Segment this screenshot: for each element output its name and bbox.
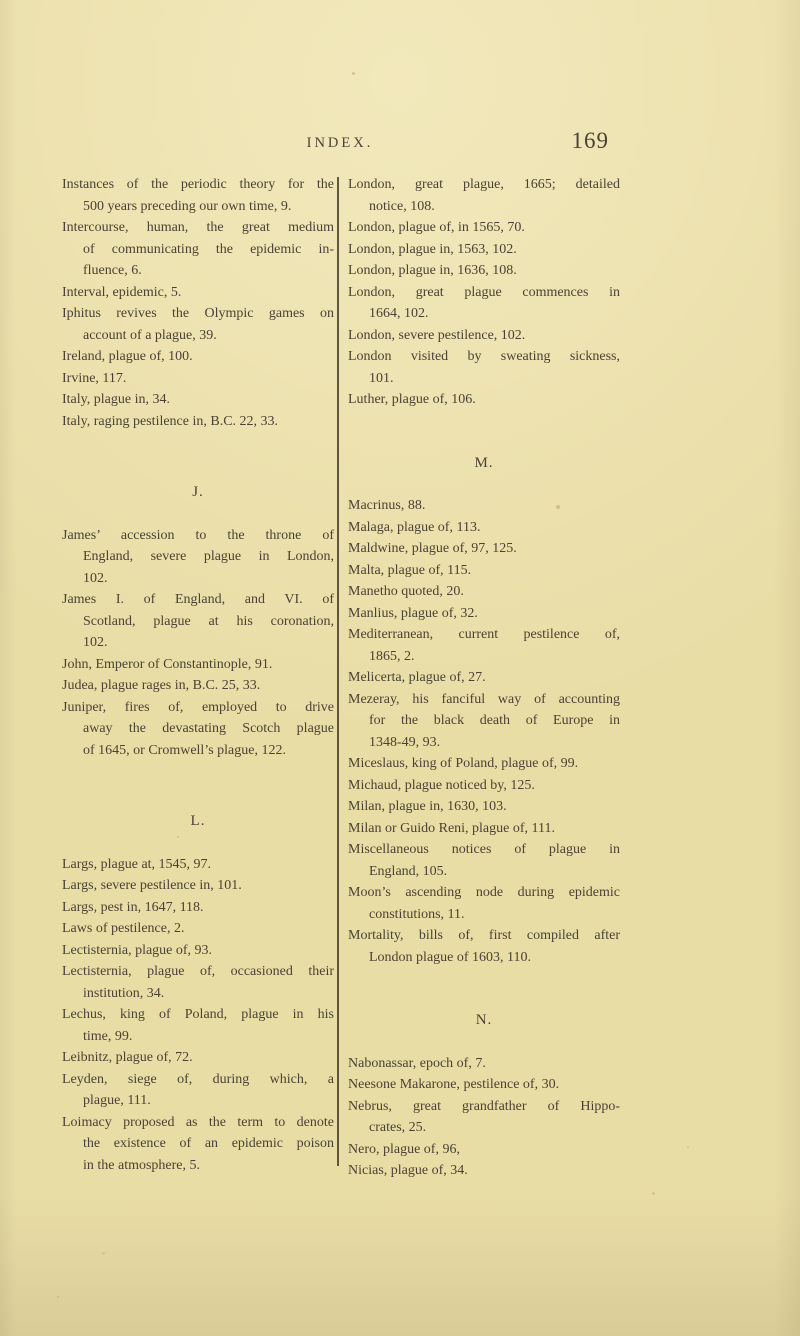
index-entry <box>348 325 620 347</box>
index-entry <box>348 282 620 325</box>
column-divider-rule <box>337 177 339 1166</box>
index-entry-line: 1348-49, 93. <box>369 734 441 750</box>
index-entry-line: Leibnitz, plague of, 72. <box>62 1050 193 1065</box>
index-section <box>348 453 620 969</box>
index-entry-line: constitutions, 11. <box>369 906 465 922</box>
index-entry-line: London, severe pestilence, 102. <box>348 327 526 343</box>
index-entry-line: 102. <box>83 635 108 650</box>
index-entry <box>62 697 334 762</box>
index-entry-line: John, Emperor of Constantinople, 91. <box>62 656 273 672</box>
index-entry-line: England, severe plague in London, <box>83 549 334 564</box>
index-entry <box>348 624 620 667</box>
index-entry-line: Milan, plague in, 1630, 103. <box>348 799 507 814</box>
running-header <box>63 128 617 157</box>
index-entry-line: London, plague in, 1563, 102. <box>348 241 517 257</box>
index-entry <box>348 603 620 625</box>
index-entry-line: London, great plague, 1665; detailed <box>348 177 620 192</box>
index-entry-line: England, 105. <box>369 863 448 879</box>
index-entry-line: institution, 34. <box>83 985 165 1001</box>
index-entry-line: 102. <box>83 570 108 586</box>
index-entry-line: Nicias, plague of, 34. <box>348 1163 468 1178</box>
index-entry-line: London, great plague commences in <box>348 284 620 300</box>
index-entry <box>348 581 620 603</box>
index-entry <box>348 796 620 818</box>
index-entry-line: Neesone Makarone, pestilence of, 30. <box>348 1077 560 1092</box>
index-entry <box>348 389 620 411</box>
index-entry <box>62 875 334 897</box>
index-entry-line: Leyden, siege of, during which, a <box>62 1071 334 1087</box>
index-entry-line: 1664, 102. <box>369 306 429 321</box>
index-entry-line: 1865, 2. <box>369 648 415 664</box>
index-entry <box>62 918 334 940</box>
page-title: INDEX. <box>306 135 374 151</box>
index-entry-line: Judea, plague rages in, B.C. 25, 33. <box>62 678 261 693</box>
index-entry-line: Laws of pestilence, 2. <box>62 921 185 936</box>
index-entry-line: away the devastating Scotch plague <box>83 721 334 736</box>
index-entry-line: Italy, plague in, 34. <box>62 392 170 407</box>
index-entry-line: Miscellaneous notices of plague in <box>348 842 620 857</box>
index-entry <box>348 560 620 582</box>
index-entry-line: Lectisternia, plague of, occasioned their <box>62 964 334 979</box>
index-entry-line: James I. of England, and VI. of <box>62 592 334 607</box>
index-entry-line: Instances of the periodic theory for the <box>62 177 334 192</box>
index-entry <box>62 1112 334 1177</box>
index-entry-line: plague, 111. <box>83 1093 151 1108</box>
index-entry-line: the existence of an epidemic poison <box>83 1136 334 1151</box>
page-number: 169 <box>571 128 609 153</box>
index-entry-line: Miceslaus, king of Poland, plague of, 99. <box>348 756 579 771</box>
index-entry-line: Milan or Guido Reni, plague of, 111. <box>348 820 555 836</box>
index-entry <box>348 1074 620 1096</box>
index-entry-line: time, 99. <box>83 1028 133 1044</box>
index-entry-line: crates, 25. <box>369 1120 427 1135</box>
index-entry <box>348 260 620 282</box>
index-entry-line: Nabonassar, epoch of, 7. <box>348 1055 486 1071</box>
index-entry <box>348 689 620 754</box>
index-entry-line: Michaud, plague noticed by, 125. <box>348 777 535 793</box>
index-entry <box>62 940 334 962</box>
index-entry <box>348 217 620 239</box>
index-entry-line: Nebrus, great grandfather of Hippo- <box>348 1098 620 1114</box>
index-entry-line: London plague of 1603, 110. <box>369 949 532 965</box>
index-entry-line: Mezeray, his fanciful way of accounting <box>348 691 620 707</box>
index-entry-line: Loimacy proposed as the term to denote <box>62 1114 334 1130</box>
index-entry <box>62 1004 334 1047</box>
index-column-left <box>62 174 334 1176</box>
index-entry-line: Italy, raging pestilence in, B.C. 22, 33. <box>62 413 279 429</box>
index-entry <box>348 775 620 797</box>
index-entry <box>348 1096 620 1139</box>
index-entry <box>62 389 334 411</box>
index-entry <box>62 654 334 676</box>
index-entry <box>348 818 620 840</box>
index-entry <box>62 589 334 654</box>
index-entry-line: Largs, plague at, 1545, 97. <box>62 856 212 872</box>
index-entry-line: 500 years preceding our own time, 9. <box>83 198 292 214</box>
index-entry-line: London, plague in, 1636, 108. <box>348 263 517 278</box>
index-entry <box>348 538 620 560</box>
index-entry-line: fluence, 6. <box>83 263 142 278</box>
index-entry-line: Nero, plague of, 96, <box>348 1141 460 1157</box>
section-heading: L. <box>190 813 206 829</box>
index-entry-line: Largs, severe pestilence in, 101. <box>62 878 242 893</box>
index-entry <box>62 854 334 876</box>
index-entry-line: Malta, plague of, 115. <box>348 562 472 578</box>
index-entry-line: Manlius, plague of, 32. <box>348 605 478 621</box>
index-entry-line: Largs, pest in, 1647, 118. <box>62 899 204 915</box>
index-entry-line: Macrinus, 88. <box>348 498 426 513</box>
index-entry <box>62 174 334 217</box>
index-section <box>62 482 334 761</box>
index-entry-line: Manetho quoted, 20. <box>348 584 464 599</box>
index-entry-line: Malaga, plague of, 113. <box>348 519 481 535</box>
index-entry-line: notice, 108. <box>369 198 435 214</box>
index-entry-line: of 1645, or Cromwell’s plague, 122. <box>83 742 286 758</box>
section-heading: J. <box>192 484 204 500</box>
index-entry <box>348 174 620 217</box>
index-entry <box>62 525 334 590</box>
index-entry <box>348 346 620 389</box>
index-entry-line: for the black death of Europe in <box>369 713 620 728</box>
index-entry-line: Lectisternia, plague of, 93. <box>62 942 213 958</box>
index-section <box>348 174 620 411</box>
index-entry <box>62 303 334 346</box>
index-entry-line: Intercourse, human, the great medium <box>62 220 334 235</box>
index-entry <box>348 1053 620 1075</box>
index-entry-line: London visited by sweating sickness, <box>348 349 620 364</box>
index-entry-line: London, plague of, in 1565, 70. <box>348 220 525 235</box>
index-entry <box>62 282 334 304</box>
section-heading: M. <box>474 454 494 471</box>
index-entry-line: Luther, plague of, 106. <box>348 392 476 407</box>
index-entry <box>62 897 334 919</box>
index-entry <box>348 667 620 689</box>
index-entry-line: Melicerta, plague of, 27. <box>348 670 486 685</box>
index-entry-line: Mediterranean, current pestilence of, <box>348 627 620 642</box>
index-entry-line: Lechus, king of Poland, plague in his <box>62 1007 334 1022</box>
index-entry-line: Iphitus revives the Olympic games on <box>62 306 334 321</box>
index-column-right <box>348 174 620 1182</box>
index-entry-line: Moon’s ascending node during epidemic <box>348 885 620 900</box>
index-entry-line: Scotland, plague at his coronation, <box>83 613 334 629</box>
index-entry <box>348 882 620 925</box>
index-entry <box>62 346 334 368</box>
index-entry <box>62 368 334 390</box>
index-section <box>62 811 334 1176</box>
section-heading: N. <box>475 1012 493 1028</box>
index-entry-line: of communicating the epidemic in- <box>83 241 334 257</box>
index-entry <box>62 961 334 1004</box>
index-entry-line: Mortality, bills of, first compiled after <box>348 928 620 943</box>
index-entry-line: Ireland, plague of, 100. <box>62 349 193 364</box>
index-entry-line: James’ accession to the throne of <box>62 527 334 543</box>
index-entry <box>348 239 620 261</box>
index-entry <box>62 411 334 433</box>
index-entry <box>348 925 620 968</box>
index-section <box>348 1010 620 1182</box>
index-entry-line: in the atmosphere, 5. <box>83 1157 201 1173</box>
index-entry-line: account of a plague, 39. <box>83 327 217 343</box>
index-entry <box>348 1160 620 1182</box>
index-entry <box>348 839 620 882</box>
index-entry <box>348 495 620 517</box>
index-entry-line: Maldwine, plague of, 97, 125. <box>348 541 517 556</box>
index-entry <box>62 1069 334 1112</box>
index-entry <box>348 753 620 775</box>
index-entry-line: Juniper, fires of, employed to drive <box>62 699 334 715</box>
index-entry-line: Irvine, 117. <box>62 370 127 386</box>
index-entry <box>62 217 334 282</box>
index-entry <box>348 1139 620 1161</box>
index-entry-line: 101. <box>369 370 394 386</box>
index-entry-line: Interval, epidemic, 5. <box>62 284 182 300</box>
index-section <box>62 174 334 432</box>
index-entry <box>62 675 334 697</box>
index-entry <box>348 517 620 539</box>
index-entry <box>62 1047 334 1069</box>
